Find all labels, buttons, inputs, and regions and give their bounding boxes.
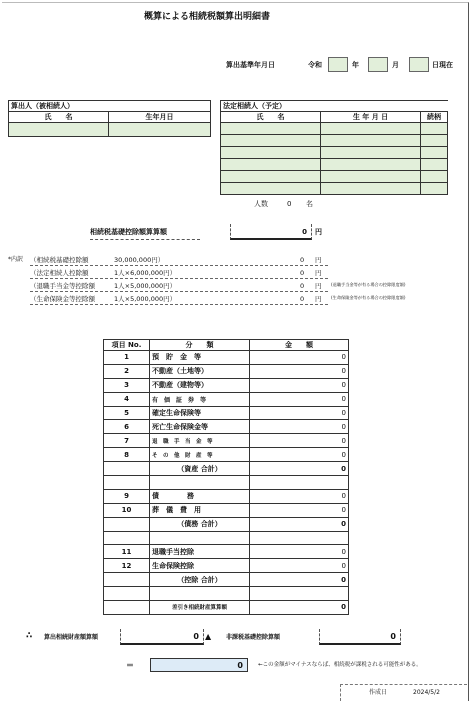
calculator-name-field[interactable] <box>9 123 109 137</box>
row-category: 不動産（土地等） <box>150 364 250 378</box>
year-field[interactable] <box>328 57 348 72</box>
heir-relation-field[interactable] <box>421 147 448 159</box>
row-number: 2 <box>104 364 150 378</box>
basic-deduction-unit: 円 <box>315 228 322 236</box>
deduction-label: 非課税基礎控除算額 <box>226 634 281 641</box>
row-number <box>104 531 150 545</box>
row-number: 4 <box>104 392 150 406</box>
table-row <box>104 364 349 378</box>
row-amount: 0 <box>250 392 349 406</box>
breakdown-unit: 円 <box>315 295 322 303</box>
row-category: 退職手当控除 <box>150 545 250 559</box>
breakdown-calc: 1人×5,000,000円） <box>114 282 177 290</box>
heir-relation-field[interactable] <box>421 171 448 183</box>
table-row <box>104 448 349 462</box>
breakdown-underline <box>30 265 328 266</box>
row-number: 11 <box>104 545 150 559</box>
row-number: 1 <box>104 351 150 365</box>
heirs-relation-header: 続柄 <box>421 112 448 123</box>
row-number: 10 <box>104 503 150 517</box>
row-category: 債 務 <box>150 489 250 503</box>
row-category: 葬 儀 費 用 <box>150 503 250 517</box>
row-amount: 0 <box>250 462 349 476</box>
row-amount: 0 <box>250 420 349 434</box>
breakdown-calc: 1人×6,000,000円） <box>114 269 177 277</box>
breakdown-label: （法定相続人控除額 <box>30 269 89 277</box>
row-category: 不動産（建物等） <box>150 378 250 392</box>
breakdown-unit: 円 <box>315 282 322 290</box>
month-field[interactable] <box>368 57 388 72</box>
row-amount <box>250 587 349 601</box>
row-number: 6 <box>104 420 150 434</box>
breakdown-value: 0 <box>300 295 305 303</box>
heir-birth-field[interactable] <box>321 147 421 159</box>
minus-symbol: ▲ <box>205 632 212 641</box>
heir-birth-field[interactable] <box>321 171 421 183</box>
breakdown-note: (生命保険金等が有る場合の控除限度額) <box>331 295 406 300</box>
heir-relation-field[interactable] <box>421 135 448 147</box>
breakdown-label: （退職手当金等控除額 <box>30 282 95 290</box>
row-number <box>104 517 150 531</box>
table-row <box>104 517 349 531</box>
table-row <box>104 545 349 559</box>
row-amount: 0 <box>250 503 349 517</box>
row-number: 7 <box>104 434 150 448</box>
breakdown-calc: 1人×5,000,000円） <box>114 295 177 303</box>
col-header-amount: 金 額 <box>250 340 349 351</box>
asset-table <box>103 339 349 615</box>
row-category: （控除 合計） <box>150 573 250 587</box>
month-label: 月 <box>392 61 399 69</box>
row-amount: 0 <box>250 434 349 448</box>
breakdown-unit: 円 <box>315 269 322 277</box>
heir-name-field[interactable] <box>221 159 321 171</box>
heir-relation-field[interactable] <box>421 159 448 171</box>
row-amount: 0 <box>250 489 349 503</box>
calculator-header: 算出人（被相続人） <box>9 101 211 112</box>
result-note: ←この金額がマイナスならば、相続税が課税される可能性がある。 <box>258 662 422 668</box>
row-number: 8 <box>104 448 150 462</box>
table-row <box>104 434 349 448</box>
row-amount: 0 <box>250 517 349 531</box>
heirs-count-value: 0 <box>287 200 292 208</box>
table-row <box>104 406 349 420</box>
row-category: 差引き相続財産算算額 <box>150 601 250 615</box>
heir-relation-field[interactable] <box>421 183 448 195</box>
breakdown-label: （生命保険金等控除額 <box>30 295 95 303</box>
heir-birth-field[interactable] <box>321 135 421 147</box>
calculator-birth-header: 生年月日 <box>109 112 211 123</box>
row-amount: 0 <box>250 601 349 615</box>
breakdown-label: （相続税基礎控除額 <box>30 256 89 264</box>
heirs-count-unit: 名 <box>306 200 313 208</box>
row-number <box>104 476 150 490</box>
row-amount <box>250 531 349 545</box>
document-title: 概算による相続税額算出明細書 <box>144 12 271 22</box>
row-category <box>150 587 250 601</box>
row-amount <box>250 476 349 490</box>
breakdown-underline <box>30 278 328 279</box>
heir-birth-field[interactable] <box>321 183 421 195</box>
row-category: 退 職 手 当 金 等 <box>150 434 250 448</box>
row-number: 3 <box>104 378 150 392</box>
row-amount: 0 <box>250 378 349 392</box>
heir-name-field[interactable] <box>221 123 321 135</box>
row-amount: 0 <box>250 448 349 462</box>
basic-deduction-box <box>230 224 312 240</box>
table-row <box>104 420 349 434</box>
result-value: 0 <box>237 661 243 670</box>
result-box <box>150 658 248 672</box>
table-row <box>104 587 349 601</box>
heir-name-field[interactable] <box>221 171 321 183</box>
row-category: 確定生命保険等 <box>150 406 250 420</box>
heirs-name-header: 氏 名 <box>221 112 321 123</box>
row-amount: 0 <box>250 351 349 365</box>
row-number <box>104 462 150 476</box>
calc-date-label: 算出基準年月日 <box>226 61 275 69</box>
row-category: そ の 他 財 産 等 <box>150 448 250 462</box>
row-category <box>150 476 250 490</box>
table-row <box>104 462 349 476</box>
heirs-section <box>220 100 448 195</box>
table-row <box>104 351 349 365</box>
row-number <box>104 601 150 615</box>
row-number <box>104 573 150 587</box>
heirs-count-label: 人数 <box>254 200 268 208</box>
row-number: 9 <box>104 489 150 503</box>
equals-symbol: ＝ <box>126 661 134 670</box>
breakdown-calc: 30,000,000円） <box>114 256 165 264</box>
deduction-value: 0 <box>390 632 396 641</box>
row-category: 生命保険控除 <box>150 559 250 573</box>
heir-birth-field[interactable] <box>321 123 421 135</box>
col-header-category: 分 類 <box>150 340 250 351</box>
row-category: （債務 合計） <box>150 517 250 531</box>
breakdown-unit: 円 <box>315 256 322 264</box>
row-category: 死亡生命保険金等 <box>150 420 250 434</box>
heirs-birth-header: 生 年 月 日 <box>321 112 421 123</box>
basic-deduction-label: 相続税基礎控除額算算額 <box>90 228 167 236</box>
row-amount: 0 <box>250 545 349 559</box>
therefore-symbol: ∴ <box>26 631 33 641</box>
calculator-name-header: 氏 名 <box>9 112 109 123</box>
day-label: 日現在 <box>432 61 453 69</box>
heir-relation-field[interactable] <box>421 123 448 135</box>
table-row <box>104 392 349 406</box>
basic-deduction-value: 0 <box>302 228 307 236</box>
row-category: 預 貯 金 等 <box>150 351 250 365</box>
table-row <box>104 489 349 503</box>
heir-birth-field[interactable] <box>321 159 421 171</box>
row-category: 有 価 証 券 等 <box>150 392 250 406</box>
heir-name-field[interactable] <box>221 135 321 147</box>
col-header-no: 項目 No. <box>104 340 150 351</box>
taxable-box <box>120 629 204 645</box>
year-label: 年 <box>352 61 359 69</box>
row-number: 12 <box>104 559 150 573</box>
table-row <box>104 559 349 573</box>
calculator-birth-field[interactable] <box>109 123 211 137</box>
table-row <box>104 601 349 615</box>
created-date: 2024/5/2 <box>413 689 440 696</box>
calculator-section <box>8 100 211 137</box>
day-field[interactable] <box>409 57 429 72</box>
table-row <box>104 503 349 517</box>
table-row <box>104 476 349 490</box>
breakdown-underline <box>30 291 328 292</box>
breakdown-note: (退職手当金等が有る場合の控除限度額) <box>331 282 406 287</box>
basic-deduction-underline <box>90 239 200 240</box>
heir-name-field[interactable] <box>221 147 321 159</box>
taxable-value: 0 <box>193 632 199 641</box>
heirs-header: 法定相続人（予定） <box>221 101 448 112</box>
heir-name-field[interactable] <box>221 183 321 195</box>
table-row <box>104 573 349 587</box>
row-amount: 0 <box>250 364 349 378</box>
breakdown-prefix: *内訳 <box>8 256 24 263</box>
breakdown-underline <box>30 304 328 305</box>
breakdown-value: 0 <box>300 282 305 290</box>
deduction-box <box>319 629 401 645</box>
table-row <box>104 531 349 545</box>
row-category <box>150 531 250 545</box>
calc-date-era: 令和 <box>308 61 322 69</box>
table-row <box>104 378 349 392</box>
row-amount: 0 <box>250 559 349 573</box>
row-amount: 0 <box>250 573 349 587</box>
breakdown-value: 0 <box>300 256 305 264</box>
created-label: 作成日 <box>369 689 388 696</box>
row-category: （資産 合計） <box>150 462 250 476</box>
footer-box <box>340 684 467 701</box>
row-number: 5 <box>104 406 150 420</box>
row-amount: 0 <box>250 406 349 420</box>
taxable-label: 算出相続財産額算額 <box>44 634 99 641</box>
row-number <box>104 587 150 601</box>
breakdown-value: 0 <box>300 269 305 277</box>
